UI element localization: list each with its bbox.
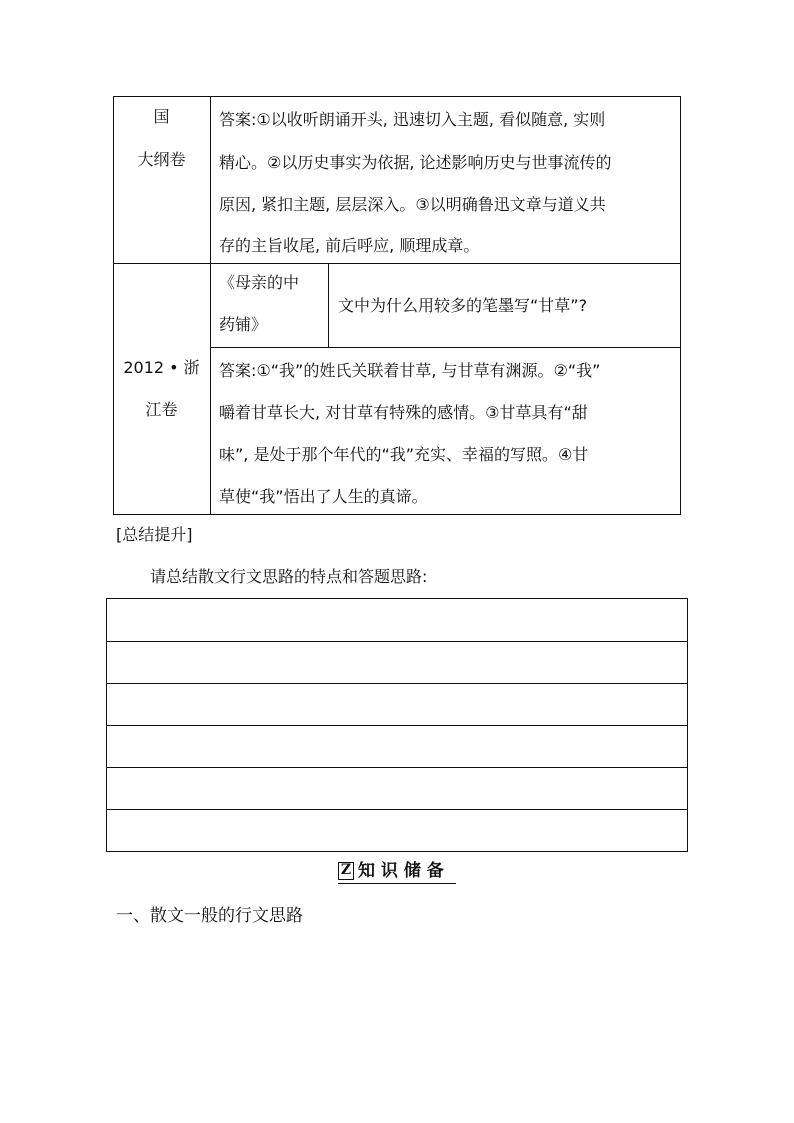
summary-heading: [总结提升] (116, 525, 193, 544)
summary-prompt: 请总结散文行文思路的特点和答题思路: (150, 567, 428, 586)
blank-row-divider (107, 683, 687, 684)
blank-row-divider (107, 725, 687, 726)
knowledge-title: 知 识 储 备 (358, 861, 444, 881)
row1-answer-line-4: 存的主旨收尾, 前后呼应, 顺理成章。 (219, 236, 480, 255)
blank-row-divider (107, 767, 687, 768)
row2-source-line-1: 2012 • 浙 (123, 358, 200, 377)
row1-answer-line-2: 精心。②以历史事实为依据, 论述影响历史与世事流传的 (219, 153, 612, 172)
knowledge-underline (338, 883, 456, 884)
table-title-divider (328, 263, 329, 348)
row1-source-line-1: 国 (153, 107, 170, 126)
answer-table (0, 0, 794, 520)
row1-answer-line-3: 原因, 紧扣主题, 层层深入。③以明确鲁迅文章与道义共 (219, 195, 606, 214)
table-row-divider (113, 263, 681, 264)
row2-title-line-1: 《母亲的中 (219, 273, 300, 292)
table-column-divider (210, 96, 211, 515)
row2-answer-line-3: 味”, 是处于那个年代的“我”充实、幸福的写照。④甘 (219, 445, 589, 464)
row1-source-line-2: 大纲卷 (137, 150, 186, 169)
row2-answer-line-1: 答案:①“我”的姓氏关联着甘草, 与甘草有渊源。②“我” (219, 361, 601, 380)
table-border-top (113, 96, 681, 97)
blank-answer-table (106, 598, 688, 852)
blank-row-divider (107, 809, 687, 810)
knowledge-badge-letter: Z (340, 862, 352, 878)
table-subrow-divider (210, 347, 681, 348)
row2-title-line-2: 药铺》 (219, 315, 268, 334)
knowledge-badge (338, 862, 354, 880)
row2-source-line-2: 江卷 (145, 400, 178, 419)
table-border-right (680, 96, 681, 515)
row2-question: 文中为什么用较多的笔墨写“甘草”? (338, 296, 588, 315)
row2-answer-line-2: 嚼着甘草长大, 对甘草有特殊的感情。③甘草具有“甜 (219, 403, 588, 422)
table-border-bottom (113, 514, 681, 515)
section-heading: 一、散文一般的行文思路 (116, 906, 303, 926)
blank-row-divider (107, 641, 687, 642)
row2-answer-line-4: 草使“我”悟出了人生的真谛。 (219, 487, 428, 506)
row1-answer-line-1: 答案:①以收听朗诵开头, 迅速切入主题, 看似随意, 实则 (219, 110, 606, 129)
